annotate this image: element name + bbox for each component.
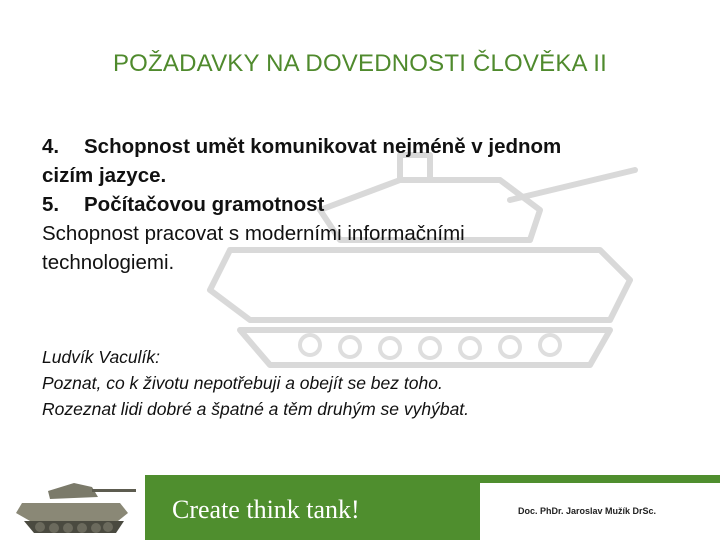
list-item-4-continuation: cizím jazyce. [42,164,167,187]
list-item-5 [42,190,692,219]
footer-bar [0,475,720,540]
item-text: Počítačovou gramotnost [84,193,325,216]
paragraph-line: Schopnost pracovat s moderními informačními [42,222,465,245]
footer-author: Doc. PhDr. Jaroslav Mužík DrSc. [518,506,657,516]
list-item-4 [42,132,692,161]
quote-block [42,344,692,422]
quote-line: Rozeznat lidi dobré a špatné a těm druhým se vyhýbat. [42,399,470,419]
quote-line: Poznat, co k životu nepotřebuji a obejít se bez toho. [42,373,443,393]
item-number: 4. [42,135,60,158]
footer-tagline: Create think tank! [172,495,360,524]
slide-content [42,132,692,277]
paragraph-line: technologiemi. [42,251,175,274]
tank-logo-icon [8,477,138,537]
item-text: Schopnost umět komunikovat nejméně v jednom [84,135,562,158]
footer-logo-area [0,475,145,540]
quote-author: Ludvík Vaculík: [42,347,161,367]
slide-title: POŽADAVKY NA DOVEDNOSTI ČLOVĚKA II [112,50,608,77]
item-number: 5. [42,193,60,216]
